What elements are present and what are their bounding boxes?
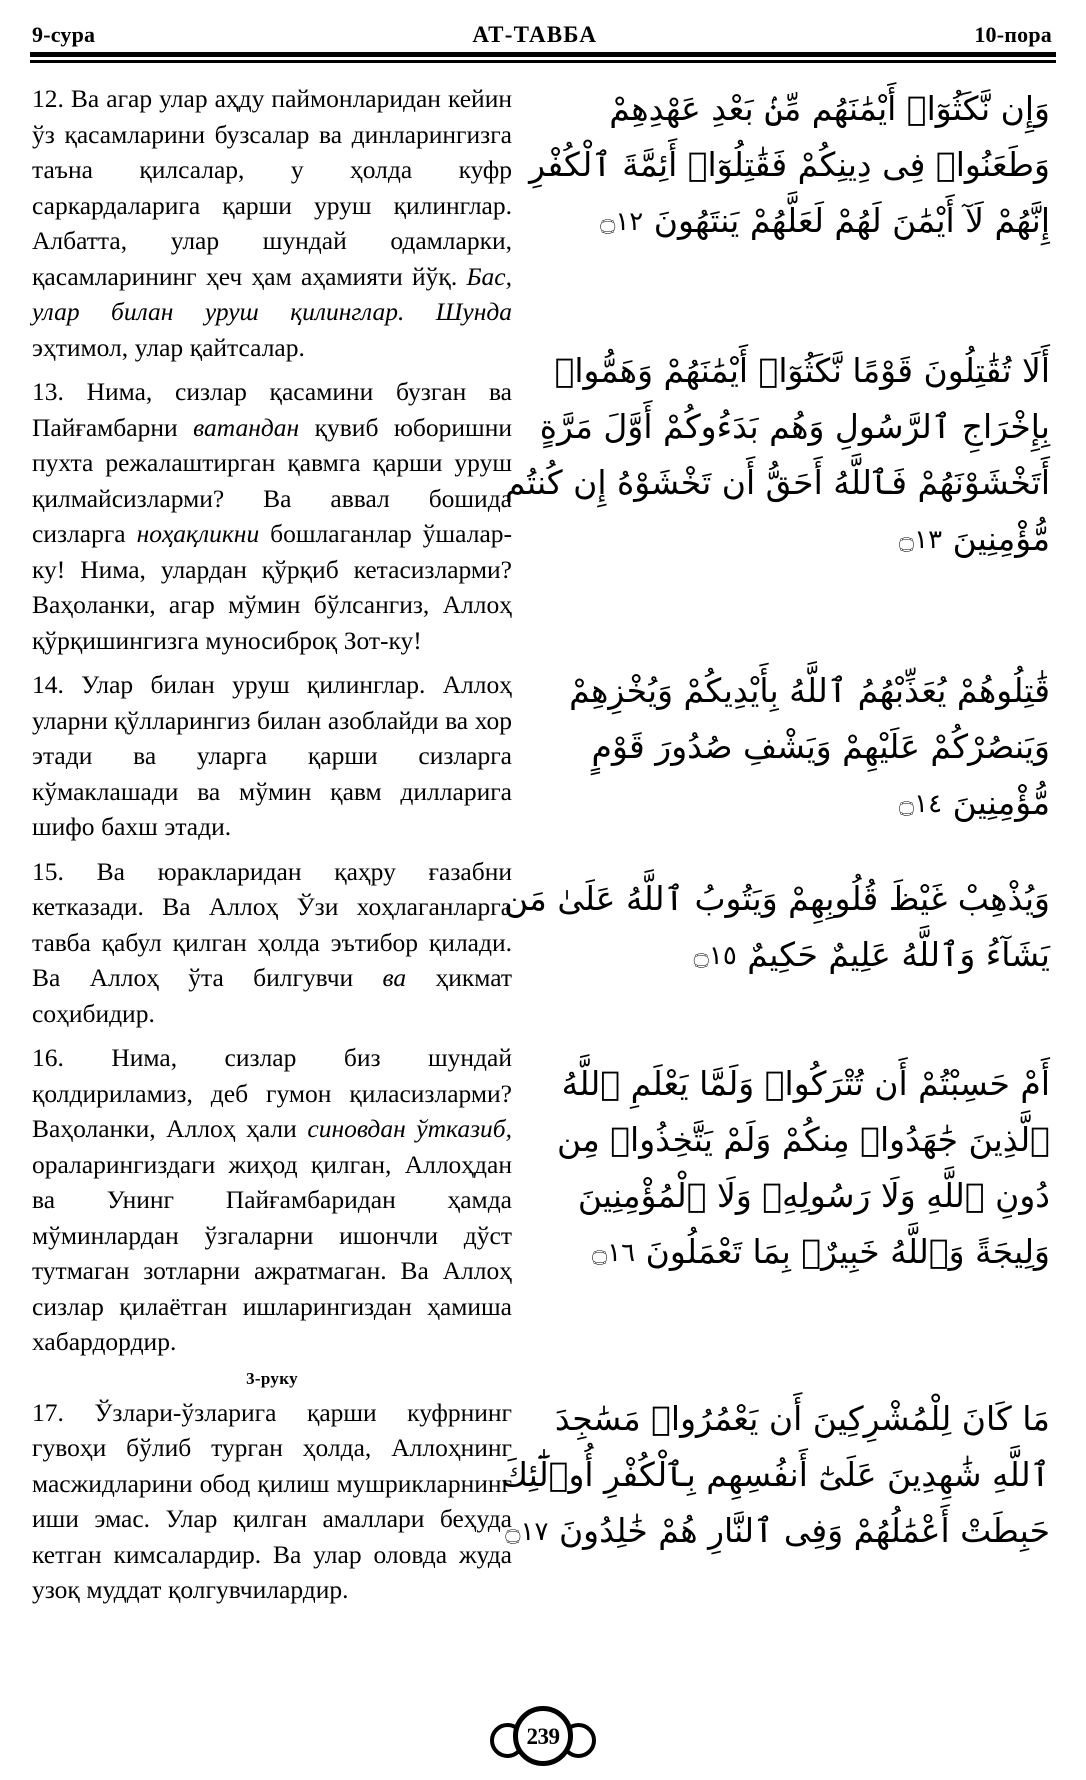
verse-ar-17-marker: ۝١٧ <box>505 1517 549 1547</box>
verse-ar-16-text: أَمْ حَسِبْتُمْ أَن تُتْرَكُوا۟ وَلَمَّا يَعْلَمِ ٱللَّهُ ٱلَّذِينَ جَٰهَدُوا۟ مِنكُمْ وَلَمْ يَتَّخِذُوا۟ مِن دُونِ ٱللَّهِ وَلَا رَسُولِهِۦ وَلَا ٱلْمُؤْمِنِينَ وَلِيجَةً وَٱللَّهُ خَبِيرٌۢ بِمَا تَعْمَلُونَ <box>556 1064 1050 1271</box>
ruku-heading: 3-руку <box>246 1368 298 1388</box>
verse-ar-13 <box>495 343 1050 568</box>
verse-ar-15-text: وَيُذْهِبْ غَيْظَ قُلُوبِهِمْ وَيَتُوبُ ٱللَّهُ عَلَىٰ مَن يَشَآءُ وَٱللَّهُ عَلِيمٌ حَكِيمٌ <box>504 879 1050 974</box>
verse-uz-13: 13. Нима, сизлар қасамини бузган ва Пайғамбарни ватандан қувиб юборишни пухта режалаштирган қавмга қарши уруш қилмайсизларми? Ва аввал бошида сизларга ноҳақликни бошлаганлар ўшалар-ку! Нима, улардан қўрқиб кетасизларми? Ваҳоланки, агар мўмин бўлсангиз, Аллоҳ қўрқишингизга муносиброқ Зот-ку! <box>32 377 512 655</box>
cartouche-core <box>513 1706 573 1766</box>
juz-label: 10-пора <box>974 22 1052 47</box>
verse-ar-16 <box>495 1056 1050 1281</box>
header-rule <box>26 52 1060 63</box>
verse-ar-14-text: قَٰتِلُوهُمْ يُعَذِّبْهُمُ ٱللَّهُ بِأَيْدِيكُمْ وَيُخْزِهِمْ وَيَنصُرْكُمْ عَلَيْهِمْ وَيَشْفِ صُدُورَ قَوْمٍ مُّؤْمِنِينَ <box>569 671 1050 822</box>
verse-ar-12-marker: ۝١٢ <box>600 207 644 237</box>
verse-ar-15 <box>495 871 1050 984</box>
verse-ar-12 <box>495 81 1050 250</box>
verse-ar-14 <box>495 663 1050 832</box>
verse-ar-17-text: مَا كَانَ لِلْمُشْرِكِينَ أَن يَعْمُرُوا۟ مَسَٰجِدَ ٱللَّهِ شَٰهِدِينَ عَلَىٰٓ أَنفُسِهِم بِٱلْكُفْرِ أُو۟لَٰٓئِكَ حَبِطَتْ أَعْمَٰلُهُمْ وَفِى ٱلنَّارِ هُمْ خَٰلِدُونَ <box>500 1399 1050 1550</box>
verse-uz-15: 15. Ва юракларидан қаҳру ғазабни кетказади. Ва Аллоҳ Ўзи хоҳлаганларга тавба қабул қилган ҳолда эътибор қилади. Ва Аллоҳ ўта билгувчи ва ҳикмат соҳибидир. <box>32 856 512 1028</box>
page-number: 239 <box>526 1723 560 1749</box>
surah-title: АТ-ТАВБА <box>472 22 598 47</box>
verse-uz-14: 14. Улар билан уруш қилинглар. Аллоҳ уларни қўлларингиз билан азоблайди ва хор этади ва уларга қарши сизларга кўмаклашади ва мўмин қавм дилларига шифо бахш этади. <box>32 670 512 841</box>
folio <box>0 1710 1086 1762</box>
body-columns <box>26 81 1060 1701</box>
verse-ar-12-text: وَإِن نَّكَثُوٓا۟ أَيْمَٰنَهُم مِّنۢ بَعْدِ عَهْدِهِمْ وَطَعَنُوا۟ فِى دِينِكُمْ فَقَٰتِلُوٓا۟ أَئِمَّةَ ٱلْكُفْرِ إِنَّهُمْ لَآ أَيْمَٰنَ لَهُمْ لَعَلَّهُمْ يَنتَهُونَ <box>529 89 1050 240</box>
verse-ar-16-marker: ۝١٦ <box>591 1238 636 1268</box>
verse-ar-13-marker: ۝١٣ <box>898 525 943 555</box>
verse-ar-13-text: أَلَا تُقَٰتِلُونَ قَوْمًا نَّكَثُوٓا۟ أَيْمَٰنَهُمْ وَهَمُّوا۟ بِإِخْرَاجِ ٱلرَّسُولِ وَهُم بَدَءُوكُمْ أَوَّلَ مَرَّةٍ أَتَخْشَوْنَهُمْ فَٱللَّهُ أَحَقُّ أَن تَخْشَوْهُ إِن كُنتُم مُّؤْمِنِينَ <box>505 351 1050 558</box>
verse-ar-15-marker: ۝١٥ <box>693 941 737 971</box>
verse-uz-16: 16. Нима, сизлар биз шундай қолдириламиз, деб гумон қиласизларми? Ваҳоланки, Аллоҳ ҳали синовдан ўтказиб, ораларингиздаги жиҳод қилган, Аллоҳдан ва Унинг Пайғамбаридан ҳамда мўминлардан ўзгаларни ишончли дўст тутмаган зотларни ажратмаган. Ва Аллоҳ сизлар қилаётган ишларингиздан ҳамиша хабардордир. <box>32 1043 512 1356</box>
running-head <box>26 0 1060 46</box>
page-number-cartouche <box>490 1710 596 1762</box>
verse-uz-17: 17. Ўзлари-ўзларига қарши куфрнинг гувоҳи бўлиб турган ҳолда, Аллоҳнинг масжидларини обод қилиш мушрикларнинг иши эмас. Улар қилган амаллари беҳуда кетган кимсалардир. Ва улар оловда жуда узоқ муддат қолгувчилардир. <box>32 1397 512 1604</box>
uzbek-translation-column <box>26 81 518 1701</box>
arabic-text-column <box>500 81 1060 1701</box>
verse-ar-17 <box>495 1391 1050 1560</box>
surah-label: 9-сура <box>32 22 96 47</box>
verse-uz-12: 12. Ва агар улар аҳду паймонларидан кейин ўз қасамларини бузсалар ва динларингизга таъна қилсалар, у ҳолда куфр саркардаларига қарши уруш қилинглар. Албатта, улар шундай одамларки, қасамларининг ҳеч ҳам аҳамияти йўқ. Бас, улар билан уруш қилинглар. Шунда эҳтимол, улар қайтсалар. <box>32 84 512 362</box>
verse-ar-14-marker: ۝١٤ <box>898 789 943 819</box>
